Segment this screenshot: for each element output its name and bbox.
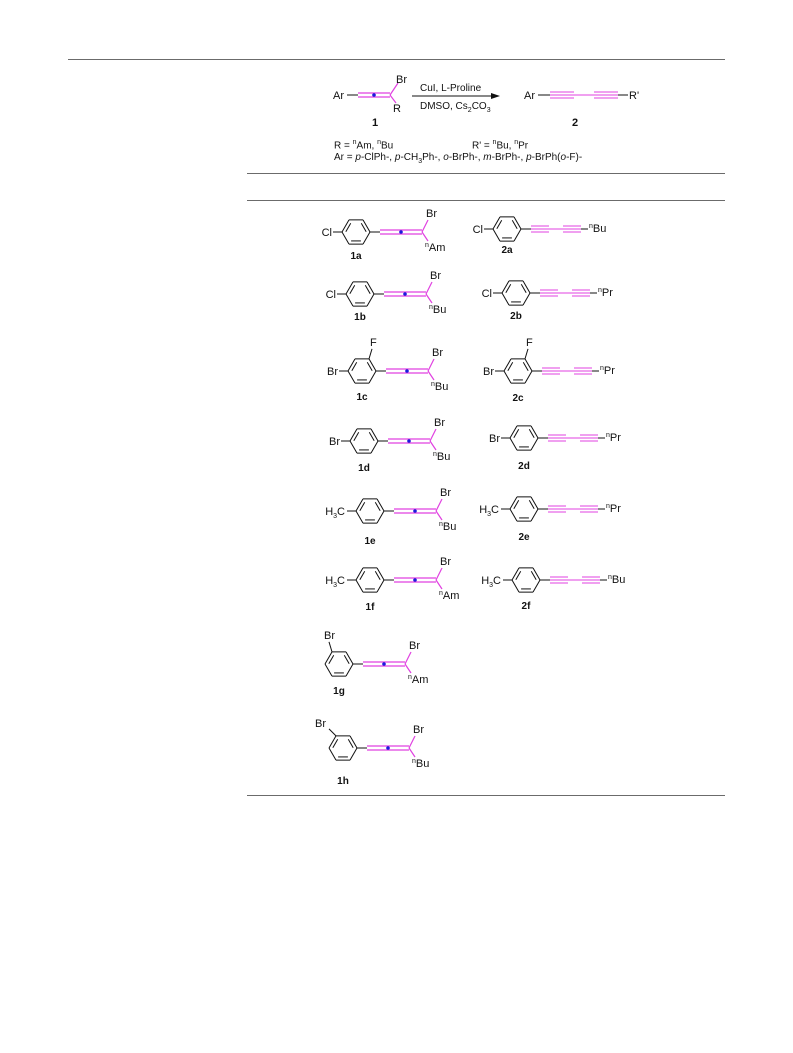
ring-bond [510,497,517,509]
ring-bond [342,220,349,232]
reactant-r: R [393,103,401,115]
allene-structure-1a [322,208,446,262]
ring-bond [369,371,376,383]
product-ar: Ar [524,90,535,102]
allene-br: Br [440,487,451,499]
allene-br: Br [413,724,424,736]
ortho-br: Br [324,629,335,642]
diyne-structure-2a [473,217,607,256]
ring-bond [346,294,353,306]
allene-alkyl: $^n$Am [439,590,460,602]
ring-bond [325,664,332,676]
ring-bond [525,359,532,371]
ring-bond [514,217,521,229]
ring-bond [346,282,353,294]
methyl-label: $H_3C$ [479,504,499,518]
methyl-label: $H_3C$ [325,575,345,589]
allene-alkyl: $^n$Bu [431,381,449,393]
allene-alkyl: $^n$Am [425,242,446,254]
allene-alkyl-bond [426,294,432,303]
ring-bond [510,438,517,450]
allene-br: Br [430,270,441,282]
ring-bond [367,282,374,294]
ring-bond [531,497,538,509]
substituent-bond [329,729,336,736]
ring-bond [504,359,511,371]
allene-alkyl-bond [422,232,428,241]
allene-br-bond [405,652,411,664]
ring-bond [510,426,517,438]
halogen-label: Cl [472,224,483,236]
allene-structure-1h [315,718,429,787]
compound-label: 2b [510,311,522,322]
ring-bond [348,359,355,371]
ring-bond [371,429,378,441]
allene-br: Br [440,556,451,568]
ring-bond [531,426,538,438]
allene-center-dot [407,439,411,443]
reagents-top: CuI, L-Proline [420,83,482,94]
reagents-bottom: DMSO, $Cs_2CO_3$ [420,101,491,114]
substituent-bond [329,642,332,652]
ring-bond [367,294,374,306]
ar-definition-part: -F)- [566,152,583,163]
ring-bond [363,232,370,244]
allene-center-dot [413,509,417,513]
allene-br-bond [409,736,415,748]
allene-center-dot [405,369,409,373]
allene-br-bond [428,359,434,371]
diyne-alkyl: $^n$Bu [608,574,626,586]
ring-bond [377,511,384,523]
reactant-ar: Ar [333,90,344,102]
allene-center-dot [386,746,390,750]
ar-definition-part: -BrPh-, [448,152,484,163]
halogen-label: Br [483,366,494,378]
halogen-label: Br [329,436,340,448]
compound-label: 1b [354,312,366,323]
ring-bond [377,580,384,592]
allene-alkyl-bond [436,580,442,589]
ring-bond [514,229,521,241]
halogen-label: Cl [321,227,332,239]
compound-label: 1g [333,686,345,697]
allene-center-dot [399,230,403,234]
compound-label: 1d [358,463,370,474]
ring-bond [346,664,353,676]
ring-bond [377,499,384,511]
ring-bond [350,748,357,760]
ring-bond [329,736,336,748]
compound-label: 1f [365,602,375,613]
compound-label: 2f [521,601,531,612]
allene-br: Br [434,417,445,429]
ar-definition-part: m [483,152,492,163]
ring-bond [363,220,370,232]
ar-definition-part: -BrPh( [531,152,561,163]
ring-bond [371,441,378,453]
product-r: R' [629,90,640,102]
diyne-alkyl: $^n$Pr [606,503,621,515]
allene-structure-1e [325,487,456,547]
ar-definition-part: p [355,152,361,163]
fluoro-bond [525,349,528,359]
ring-bond [350,429,357,441]
ring-bond [533,568,540,580]
allene-alkyl: $^n$Bu [439,521,457,533]
diyne-structure-2c [483,337,615,404]
ring-bond [350,441,357,453]
allene-br-bond [426,282,432,294]
compound-label: 1e [364,536,376,547]
allene-br: Br [426,208,437,220]
allene-alkyl-bond [409,748,415,757]
r-definition: R = $^n$Am, $^n$Bu [334,139,394,152]
diyne-alkyl: $^n$Bu [589,223,607,235]
compound-label: 2a [501,245,513,256]
ar-definition-part: p [394,152,401,163]
allene-structure-1d [329,417,450,474]
ring-bond [502,281,509,293]
compound-label: 2c [512,393,524,404]
allene-alkyl-bond [430,441,436,450]
ar-definition-part: Ph-, [422,152,444,163]
allene-structure-1g [324,630,428,697]
ring-bond [377,568,384,580]
compound-label: 2e [518,532,530,543]
ring-bond [531,438,538,450]
ring-bond [533,580,540,592]
diyne-structure-2f [481,568,625,612]
ring-bond [348,371,355,383]
ar-definition-part: p [526,152,532,163]
ring-bond [510,509,517,521]
compound-label: 1c [356,392,368,403]
allene-alkyl: $^n$Bu [429,304,447,316]
ring-bond [502,293,509,305]
allene-br-bond [430,429,436,441]
ar-definition-part: o [560,152,567,163]
allene-structure-1f [325,556,459,613]
ring-bond [512,568,519,580]
fluoro-label: F [526,336,533,349]
ring-bond [493,217,500,229]
diyne-structure-2e [479,497,621,543]
ar-definition-part: -ClPh-, [360,152,395,163]
allene-alkyl: $^n$Am [408,674,429,686]
allene-structure-1c [327,337,448,403]
allene-br-bond [436,499,442,511]
reactant-number: 1 [372,117,379,129]
allene-br-bond [436,568,442,580]
ring-bond [356,568,363,580]
methyl-label: $H_3C$ [481,575,501,589]
allene-alkyl-bond [428,371,434,380]
ring-bond [356,499,363,511]
ar-definition-part: -CH [400,152,419,163]
diyne-structure-2b [482,281,614,322]
ring-bond [329,748,336,760]
diyne-alkyl: $^n$Pr [598,287,613,299]
diyne-alkyl: $^n$Pr [600,365,615,377]
allene-center-dot [382,662,386,666]
meta-br: Br [315,717,326,730]
compound-label: 2d [518,461,530,472]
allene-center-dot [403,292,407,296]
ring-bond [493,229,500,241]
halogen-label: Br [489,433,500,445]
ar-definition-part: Ar = [334,152,356,163]
allene-br-bond [422,220,428,232]
ring-bond [346,652,353,664]
compound-label: 1h [337,776,349,787]
ring-bond [512,580,519,592]
ring-bond [356,511,363,523]
r-prime-definition: R' = $^n$Bu, $^n$Pr [472,139,529,152]
fluoro-bond [369,349,372,359]
ring-bond [369,359,376,371]
ring-bond [325,652,332,664]
allene-alkyl-bond [436,511,442,520]
reactant-br: Br [396,74,407,86]
allene-br: Br [409,640,420,652]
fluoro-label: F [370,336,377,349]
diyne-structure-2d [489,426,621,472]
ring-bond [504,371,511,383]
halogen-label: Br [327,366,338,378]
halogen-label: Cl [325,289,336,301]
ar-definition-part: 3 [418,158,423,165]
product-number: 2 [572,117,579,129]
ring-bond [523,281,530,293]
diyne-alkyl: $^n$Pr [606,432,621,444]
allene-alkyl-bond [405,664,411,673]
allene-br: Br [432,347,443,359]
allene-center-dot [413,578,417,582]
halogen-label: Cl [481,288,492,300]
ring-bond [356,580,363,592]
allene-alkyl: $^n$Bu [433,451,451,463]
allene-structure-1b [326,270,447,323]
ring-bond [531,509,538,521]
ring-bond [525,371,532,383]
ring-bond [342,232,349,244]
ar-definition-part: o [443,152,449,163]
ar-definition-part: -BrPh-, [491,152,527,163]
ring-bond [350,736,357,748]
ring-bond [523,293,530,305]
allene-alkyl: $^n$Bu [412,758,430,770]
methyl-label: $H_3C$ [325,506,345,520]
compound-label: 1a [350,251,362,262]
